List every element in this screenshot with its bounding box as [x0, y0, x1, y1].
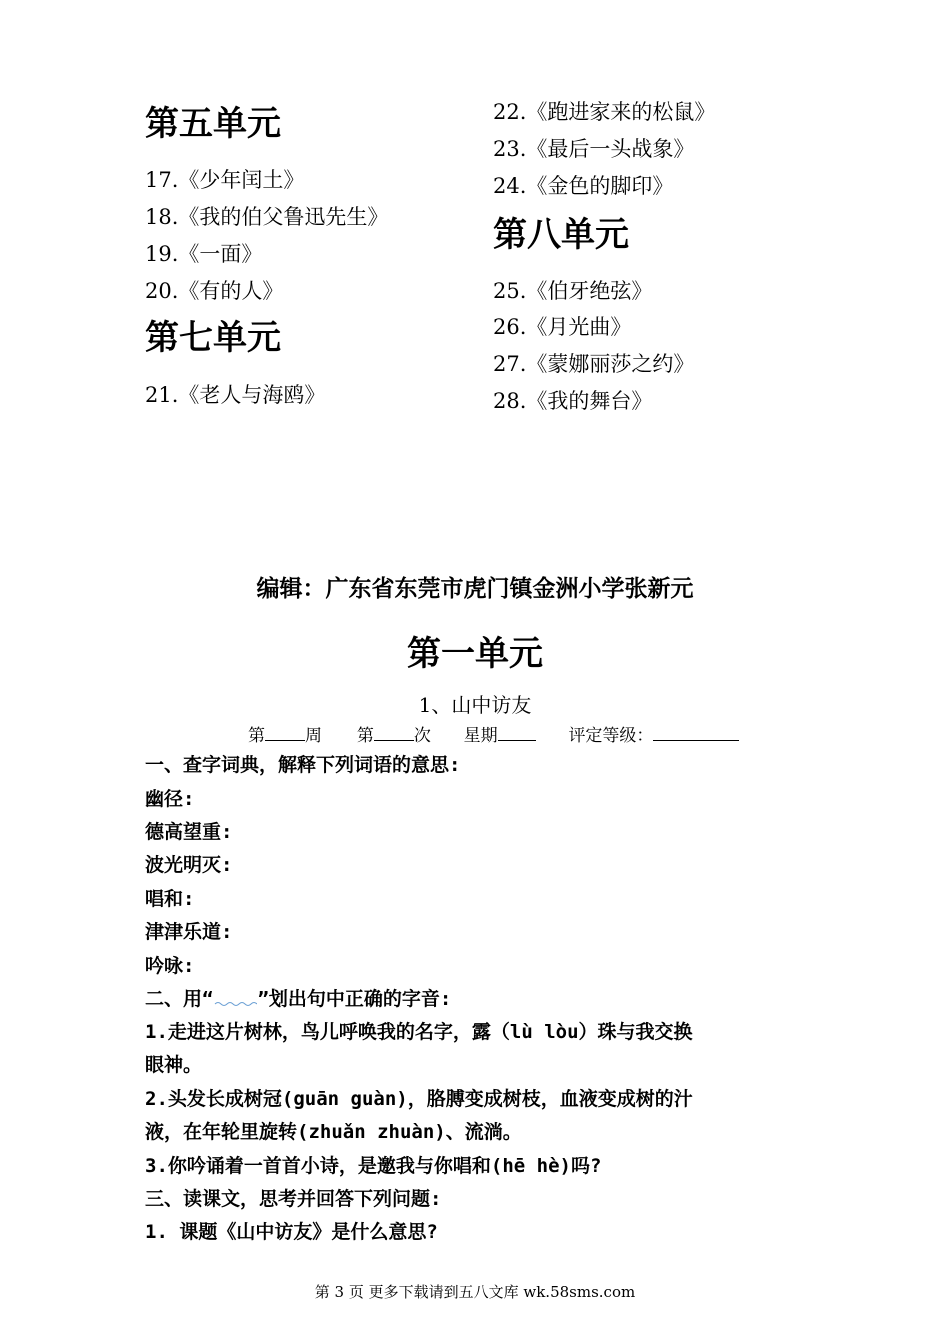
- lesson-19: 19.《一面》: [145, 242, 263, 266]
- word-5: 津津乐道:: [145, 921, 233, 943]
- time-suffix: 次: [413, 726, 431, 746]
- time-blank[interactable]: [374, 724, 414, 741]
- q2-2-line2: 液，在年轮里旋转(zhuǎn zhuàn)、流淌。: [145, 1121, 522, 1143]
- word-1: 幽径:: [145, 788, 195, 810]
- q2-3-line1: 3.你吟诵着一首首小诗，是邀我与你唱和(hē hè)吗?: [145, 1155, 602, 1177]
- lesson-20: 20.《有的人》: [145, 279, 284, 303]
- lesson-28: 28.《我的舞台》: [493, 389, 653, 413]
- q3-1: 1. 课题《山中访友》是什么意思?: [145, 1221, 438, 1243]
- lesson-25: 25.《伯牙绝弦》: [493, 279, 653, 303]
- week-prefix: 第: [248, 726, 265, 746]
- lesson-23: 23.《最后一头战象》: [493, 137, 695, 161]
- q2-1-line2: 眼神。: [145, 1054, 203, 1076]
- weekday-label: 星期: [463, 726, 498, 746]
- unit8-heading: 第八单元: [493, 215, 629, 255]
- q2-1-line1: 1.走进这片树林，鸟儿呼唤我的名字，露（lù lòu）珠与我交换: [145, 1021, 693, 1043]
- unit5-heading: 第五单元: [145, 104, 281, 144]
- section2-title: [145, 986, 451, 1012]
- grade-blank[interactable]: [653, 724, 739, 741]
- word-6: 吟咏:: [145, 955, 195, 977]
- section2-title-b: ”划出句中正确的字音:: [257, 988, 452, 1010]
- grade-label: 评定等级：: [568, 726, 654, 746]
- section2-title-a: 二、用“: [145, 988, 214, 1010]
- lesson-22: 22.《跑进家来的松鼠》: [493, 100, 716, 124]
- lesson-title: 1、山中访友: [418, 693, 532, 717]
- editor-line: 编辑：广东省东莞市虎门镇金洲小学张新元: [256, 576, 694, 602]
- week-suffix: 周: [305, 726, 322, 746]
- lesson-21: 21.《老人与海鸥》: [145, 383, 326, 407]
- lesson-24: 24.《金色的脚印》: [493, 174, 674, 198]
- lesson-17: 17.《少年闰土》: [145, 168, 305, 192]
- word-2: 德高望重:: [145, 821, 233, 843]
- lesson-27: 27.《蒙娜丽莎之约》: [493, 352, 695, 376]
- word-4: 唱和:: [145, 888, 195, 910]
- section3-title: 三、读课文，思考并回答下列问题:: [145, 1188, 442, 1210]
- q2-2-line1: 2.头发长成树冠(guān guàn)，胳膊变成树枝，血液变成树的汁: [145, 1088, 693, 1110]
- lesson-26: 26.《月光曲》: [493, 315, 632, 339]
- word-3: 波光明灭:: [145, 854, 233, 876]
- time-prefix: 第: [356, 726, 374, 746]
- wavy-underline-icon: [213, 993, 257, 1007]
- page-footer: 第 3 页 更多下载请到五八文库 wk.58sms.com: [314, 1283, 636, 1301]
- unit7-heading: 第七单元: [145, 318, 281, 358]
- unit1-heading: 第一单元: [407, 634, 543, 674]
- weekday-blank[interactable]: [498, 724, 536, 741]
- week-blank[interactable]: [265, 724, 305, 741]
- section1-title: 一、查字词典，解释下列词语的意思:: [145, 754, 461, 776]
- lesson-18: 18.《我的伯父鲁迅先生》: [145, 205, 389, 229]
- meta-line: [248, 721, 739, 746]
